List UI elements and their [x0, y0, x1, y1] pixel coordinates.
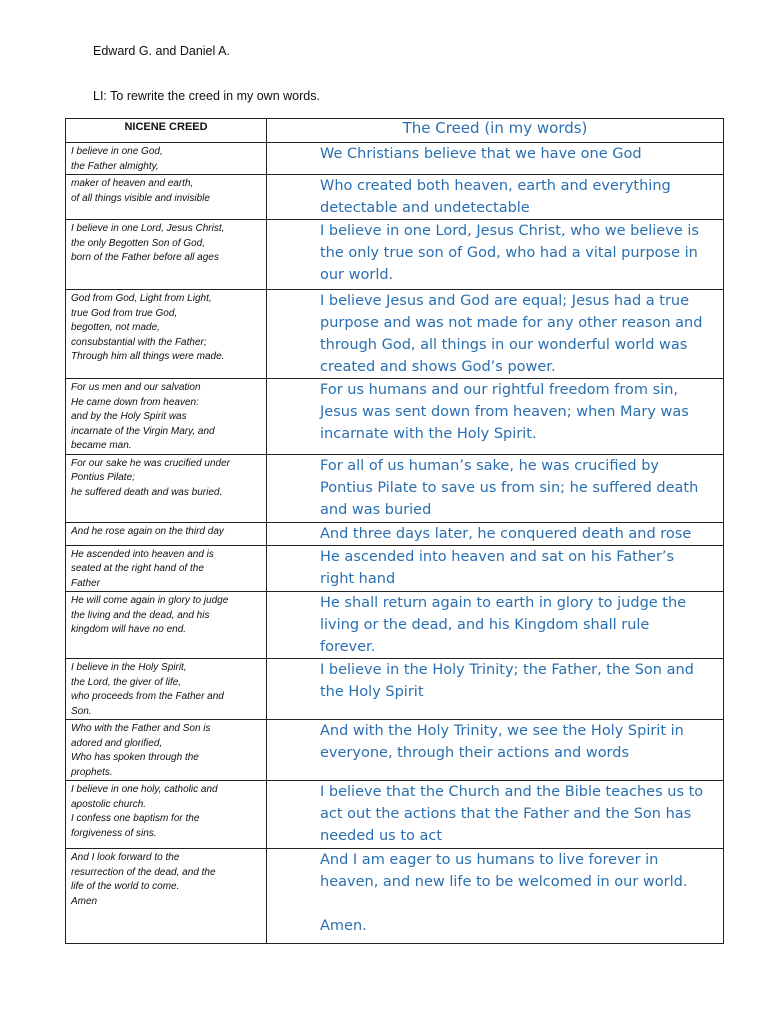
learning-intention: LI: To rewrite the creed in my own words. [93, 89, 320, 103]
table-row [66, 290, 724, 379]
my-words-line: I believe that the Church and the Bible teaches us to act out the actions that the Father and the Son has needed us to act [267, 781, 724, 849]
table-row [66, 220, 724, 290]
nicene-line: He ascended into heaven and is seated at the right hand of the Father [66, 545, 267, 592]
my-words-line: Who created both heaven, earth and everything detectable and undetectable [267, 175, 724, 220]
table-row [66, 781, 724, 849]
my-words-line: I believe in one Lord, Jesus Christ, who we believe is the only true son of God, who had a vital purpose in our world. [267, 220, 724, 290]
nicene-line: I believe in the Holy Spirit, the Lord, the giver of life, who proceeds from the Father and Son. [66, 659, 267, 720]
nicene-line: I believe in one God, the Father almighty, [66, 143, 267, 175]
table-row [66, 849, 724, 944]
my-words-line: And with the Holy Trinity, we see the Holy Spirit in everyone, through their actions and words [267, 720, 724, 781]
nicene-line: I believe in one holy, catholic and apostolic church. I confess one baptism for the forgiveness of sins. [66, 781, 267, 849]
nicene-line: For us men and our salvation He came down from heaven: and by the Holy Spirit was incarnate of the Virgin Mary, and became man. [66, 379, 267, 455]
table-row [66, 379, 724, 455]
table-row [66, 143, 724, 175]
nicene-line: Who with the Father and Son is adored and glorified, Who has spoken through the prophets. [66, 720, 267, 781]
my-words-line: He ascended into heaven and sat on his Father’s right hand [267, 545, 724, 592]
nicene-line: For our sake he was crucified under Pontius Pilate; he suffered death and was buried. [66, 454, 267, 522]
my-words-line: We Christians believe that we have one God [267, 143, 724, 175]
my-words-line: And three days later, he conquered death and rose [267, 522, 724, 545]
table-row [66, 522, 724, 545]
my-words-line: I believe in the Holy Trinity; the Father, the Son and the Holy Spirit [267, 659, 724, 720]
table-row [66, 545, 724, 592]
nicene-line: I believe in one Lord, Jesus Christ, the only Begotten Son of God, born of the Father before all ages [66, 220, 267, 290]
my-words-line: For us humans and our rightful freedom from sin, Jesus was sent down from heaven; when Mary was incarnate with the Holy Spirit. [267, 379, 724, 455]
column-heading-my-words: The Creed (in my words) [267, 119, 724, 143]
nicene-line: And I look forward to the resurrection of the dead, and the life of the world to come. Amen [66, 849, 267, 944]
author-names: Edward G. and Daniel A. [93, 44, 230, 58]
nicene-line: He will come again in glory to judge the living and the dead, and his kingdom will have no end. [66, 592, 267, 659]
my-words-line: For all of us human’s sake, he was crucified by Pontius Pilate to save us from sin; he suffered death and was buried [267, 454, 724, 522]
my-words-line: I believe Jesus and God are equal; Jesus had a true purpose and was not made for any other reason and through God, all things in our wonderful world was created and shows God’s power. [267, 290, 724, 379]
my-words-line: He shall return again to earth in glory to judge the living or the dead, and his Kingdom shall rule forever. [267, 592, 724, 659]
table-row [66, 659, 724, 720]
table-header-row [66, 119, 724, 143]
nicene-line: And he rose again on the third day [66, 522, 267, 545]
my-words-line: And I am eager to us humans to live forever in heaven, and new life to be welcomed in our world. Amen. [267, 849, 724, 944]
table-row [66, 592, 724, 659]
table-row [66, 454, 724, 522]
column-heading-nicene: NICENE CREED [66, 119, 267, 143]
table-row [66, 175, 724, 220]
creed-comparison-table [65, 118, 724, 944]
nicene-line: maker of heaven and earth, of all things visible and invisible [66, 175, 267, 220]
nicene-line: God from God, Light from Light, true God from true God, begotten, not made, consubstantial with the Father; Through him all things were made. [66, 290, 267, 379]
table-row [66, 720, 724, 781]
